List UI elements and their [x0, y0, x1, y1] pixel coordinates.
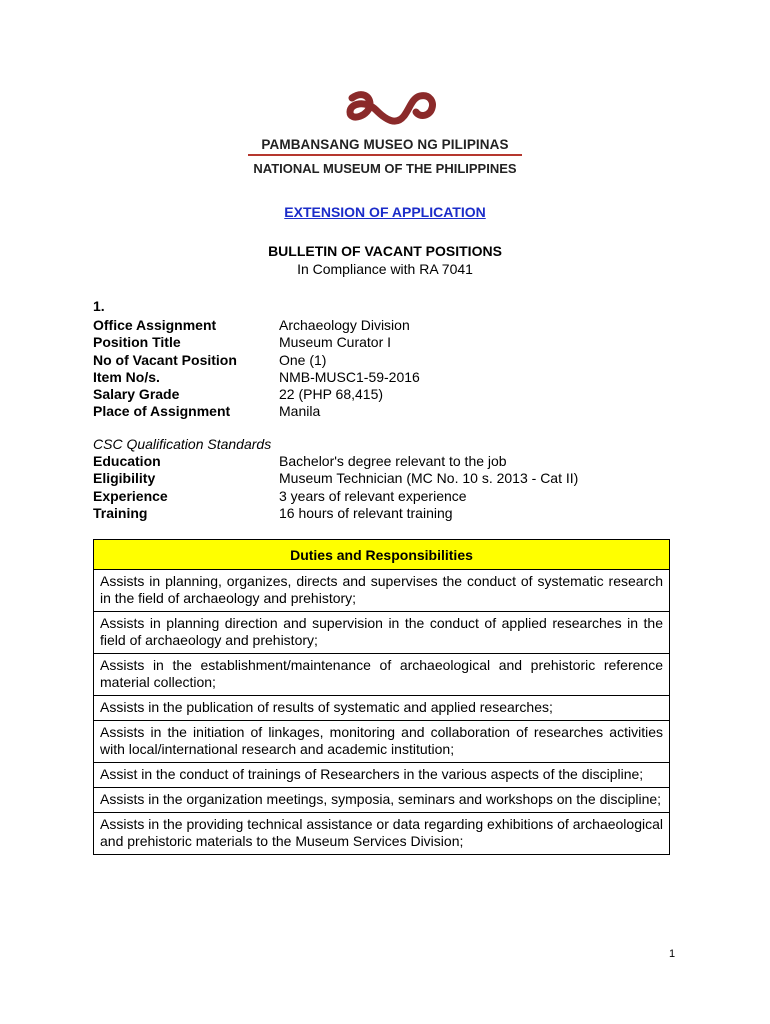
duty-row — [94, 612, 670, 654]
duty-item: Assists in planning direction and supervision in the conduct of applied researches in the field of archaeology and prehistory; — [94, 612, 670, 654]
detail-label: Item No/s. — [93, 368, 160, 385]
logo-divider — [248, 154, 522, 156]
duty-row — [94, 763, 670, 788]
museum-logo — [240, 88, 530, 178]
duty-row — [94, 721, 670, 763]
org-name-filipino: PAMBANSANG MUSEO NG PILIPINAS — [261, 137, 509, 152]
detail-label: Position Title — [93, 334, 181, 351]
qualification-value: 16 hours of relevant training — [279, 504, 453, 521]
detail-value: Museum Curator I — [279, 334, 392, 351]
duty-item: Assists in the organization meetings, symposia, seminars and workshops on the discipline; — [94, 788, 670, 813]
org-name-english: NATIONAL MUSEUM OF THE PHILIPPINES — [253, 161, 517, 176]
page-number: 1 — [669, 948, 676, 960]
duty-item: Assists in the providing technical assistance or data regarding exhibitions of archaeological and prehistoric materials to the Museum Services Division; — [94, 813, 670, 855]
qualification-row — [93, 453, 693, 470]
qualification-row — [93, 488, 693, 505]
qualification-label: Training — [93, 504, 148, 521]
detail-label: Office Assignment — [93, 317, 217, 333]
detail-value: One (1) — [279, 351, 327, 368]
qualification-row — [93, 470, 693, 487]
duty-row — [94, 570, 670, 612]
duty-row — [94, 788, 670, 813]
position-details — [93, 317, 693, 421]
museum-logo-mark-icon — [340, 88, 440, 134]
detail-value: NMB-MUSC1-59-2016 — [279, 368, 420, 385]
duty-item: Assists in the establishment/maintenance of archaeological and prehistoric reference material collection; — [94, 654, 670, 696]
duty-row — [94, 696, 670, 721]
duty-item: Assists in the publication of results of systematic and applied researches; — [94, 696, 670, 721]
extension-title: EXTENSION OF APPLICATION — [284, 204, 486, 220]
detail-value: Archaeology Division — [279, 317, 410, 333]
qualification-value: 3 years of relevant experience — [279, 487, 467, 504]
detail-row — [93, 317, 693, 334]
duties-header: Duties and Responsibilities — [94, 540, 670, 570]
detail-row — [93, 386, 693, 403]
bulletin-title: BULLETIN OF VACANT POSITIONS — [268, 243, 502, 259]
item-number: 1. — [93, 298, 105, 314]
duty-row — [94, 813, 670, 855]
duty-row — [94, 654, 670, 696]
detail-label: No of Vacant Position — [93, 351, 237, 368]
duties-table — [93, 539, 670, 855]
duty-item: Assist in the conduct of trainings of Researchers in the various aspects of the discipline; — [94, 763, 670, 788]
detail-row — [93, 334, 693, 351]
qualification-row — [93, 505, 693, 522]
detail-row — [93, 369, 693, 386]
compliance-subtitle: In Compliance with RA 7041 — [297, 261, 473, 277]
qualification-label: Education — [93, 453, 161, 469]
qualification-value: Bachelor's degree relevant to the job — [279, 453, 507, 469]
qualification-label: Eligibility — [93, 470, 156, 487]
qualification-value: Museum Technician (MC No. 10 s. 2013 - Cat II) — [279, 470, 579, 487]
detail-row — [93, 403, 693, 420]
csc-standards-title: CSC Qualification Standards — [93, 436, 272, 452]
detail-label: Salary Grade — [93, 386, 180, 403]
detail-value: Manila — [279, 403, 321, 420]
duties-header-row — [94, 540, 670, 570]
qualification-standards — [93, 453, 693, 522]
duty-item: Assists in the initiation of linkages, monitoring and collaboration of researches activities with local/international research and academic institution; — [94, 721, 670, 763]
duty-item: Assists in planning, organizes, directs and supervises the conduct of systematic research in the field of archaeology and prehistory; — [94, 570, 670, 612]
qualification-label: Experience — [93, 487, 168, 504]
detail-label: Place of Assignment — [93, 403, 231, 420]
detail-row — [93, 352, 693, 369]
detail-value: 22 (PHP 68,415) — [279, 386, 384, 403]
